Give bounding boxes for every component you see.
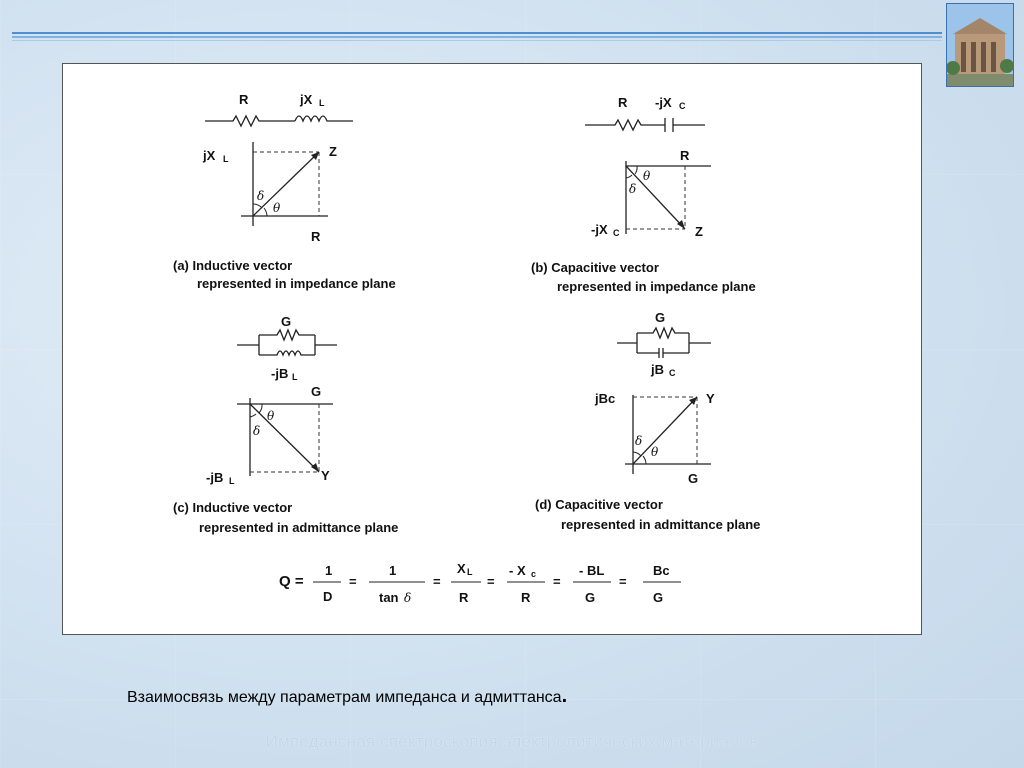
building-photo	[946, 3, 1014, 87]
d-circuit-g-label: G	[655, 310, 666, 325]
b-axis-y-label: -jX	[591, 222, 608, 237]
b-axis-x-label: R	[680, 148, 690, 163]
panel-a	[173, 92, 396, 291]
caption-period: .	[561, 685, 568, 707]
svg-text:δ: δ	[404, 591, 412, 605]
a-circuit-jx-label: jX	[300, 92, 313, 107]
a-title-line1: (a) Inductive vector	[173, 258, 293, 273]
b-resistor-icon	[585, 120, 665, 130]
svg-text:D: D	[323, 589, 333, 604]
c-axis-x-label: G	[311, 384, 322, 399]
svg-text:=: =	[619, 574, 627, 589]
svg-text:C: C	[669, 368, 676, 378]
svg-text:- BL: - BL	[579, 563, 605, 578]
svg-text:tan: tan	[379, 590, 399, 605]
a-title-line2: represented in impedance plane	[197, 276, 396, 291]
svg-text:1: 1	[389, 563, 397, 578]
caption-text: Взаимосвязь между параметрам импеданса и адмиттанса	[127, 689, 562, 706]
b-circuit-r-label: R	[618, 95, 628, 110]
b-vector-z	[626, 166, 685, 229]
svg-text:C: C	[613, 228, 620, 238]
a-vector-z	[253, 152, 319, 216]
svg-text:δ: δ	[629, 182, 637, 196]
svg-text:L: L	[229, 476, 235, 486]
a-circuit-r-label: R	[239, 92, 249, 107]
b-vector-label: Z	[695, 224, 703, 239]
svg-text:C: C	[679, 101, 686, 111]
svg-text:L: L	[292, 372, 298, 382]
svg-text:Bc: Bc	[653, 563, 670, 578]
svg-text:1: 1	[325, 563, 333, 578]
a-axis-y-label: jX	[203, 148, 216, 163]
svg-text:G: G	[653, 590, 664, 605]
svg-text:δ: δ	[635, 434, 643, 448]
a-inductor-icon	[295, 116, 353, 121]
svg-text:=: =	[553, 574, 561, 589]
d-vector-y	[633, 397, 697, 464]
panel-d	[535, 310, 760, 532]
c-parallel-circuit-icon	[237, 330, 337, 355]
svg-text:δ: δ	[253, 424, 261, 438]
panel-c	[173, 314, 398, 535]
svg-text:θ: θ	[643, 169, 651, 183]
a-axis-x-label: R	[311, 229, 321, 244]
svg-text:L: L	[467, 567, 473, 577]
d-title-line2: represented in admittance plane	[561, 517, 761, 532]
panel-b	[531, 95, 756, 294]
d-axis-x-label: G	[688, 471, 699, 486]
svg-text:θ: θ	[651, 445, 659, 459]
svg-text:- X: - X	[509, 563, 526, 578]
b-title-line1: (b) Capacitive vector	[531, 260, 659, 275]
svg-text:θ: θ	[273, 201, 281, 215]
q-factor-formula	[279, 561, 681, 605]
svg-text:R: R	[459, 590, 469, 605]
svg-text:=: =	[487, 574, 495, 589]
b-circuit-jx-label: -jX	[655, 95, 672, 110]
svg-text:G: G	[585, 590, 596, 605]
slide-caption	[127, 685, 567, 708]
c-circuit-jb-label: -jB	[271, 366, 289, 381]
d-axis-y-label: jBc	[595, 391, 616, 406]
svg-text:R: R	[521, 590, 531, 605]
b-title-line2: represented in impedance plane	[557, 279, 756, 294]
a-vector-label: Z	[329, 144, 337, 159]
formula-lhs: Q =	[279, 573, 304, 590]
c-title-line2: represented in admittance plane	[199, 520, 399, 535]
slide-footer: Импедансная спектроскопия электролитических материалов	[265, 732, 759, 751]
c-vector-label: Y	[321, 468, 330, 483]
svg-text:X: X	[457, 561, 466, 576]
a-resistor-icon	[205, 116, 295, 126]
svg-text:=: =	[349, 574, 357, 589]
vector-diagrams-svg	[63, 64, 921, 634]
svg-text:=: =	[433, 574, 441, 589]
c-circuit-g-label: G	[281, 314, 292, 329]
svg-text:L: L	[223, 154, 229, 164]
c-vector-y	[250, 404, 319, 472]
impedance-admittance-figure	[62, 63, 922, 635]
svg-text:δ: δ	[257, 189, 265, 203]
c-title-line1: (c) Inductive vector	[173, 500, 293, 515]
svg-text:θ: θ	[267, 409, 275, 423]
d-title-line1: (d) Capacitive vector	[535, 497, 663, 512]
a-circuit-jx-sub: L	[319, 98, 325, 108]
d-parallel-circuit-icon	[617, 328, 711, 358]
c-axis-y-label: -jB	[206, 470, 224, 485]
d-vector-label: Y	[706, 391, 715, 406]
d-circuit-jb-label: jB	[651, 362, 664, 377]
header-rule	[12, 32, 942, 42]
svg-text:c: c	[531, 569, 537, 579]
